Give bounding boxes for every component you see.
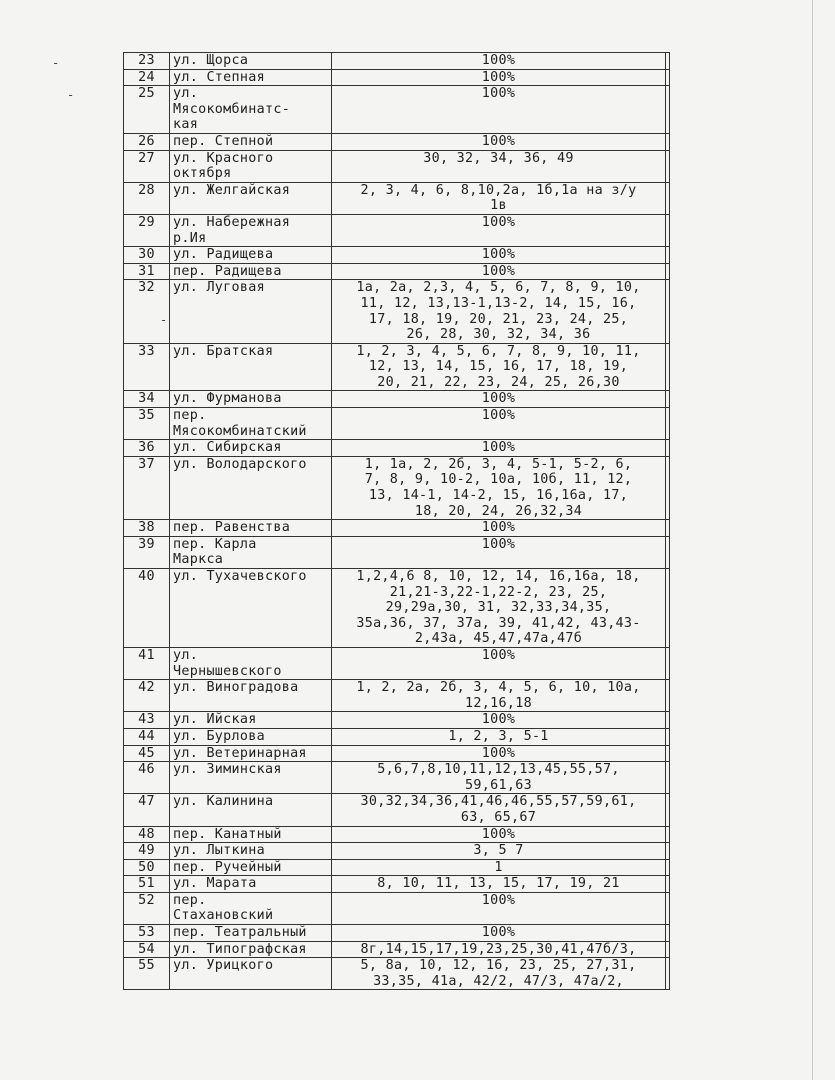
row-number: 54 bbox=[124, 941, 170, 958]
table-row bbox=[124, 826, 670, 843]
street-name: ул. Калинина bbox=[170, 794, 332, 826]
house-numbers: 30,32,34,36,41,46,46,55,57,59,61, 63, 65,67 bbox=[332, 794, 666, 826]
house-numbers: 100% bbox=[332, 214, 666, 246]
house-numbers: 100% bbox=[332, 133, 666, 150]
empty-cell bbox=[666, 456, 670, 519]
house-numbers: 100% bbox=[332, 892, 666, 924]
empty-cell bbox=[666, 214, 670, 246]
empty-cell bbox=[666, 86, 670, 134]
address-table-body bbox=[124, 53, 670, 990]
table-row bbox=[124, 712, 670, 729]
row-number: 52 bbox=[124, 892, 170, 924]
row-number: 26 bbox=[124, 133, 170, 150]
table-row bbox=[124, 440, 670, 457]
house-numbers: 100% bbox=[332, 826, 666, 843]
row-number: 47 bbox=[124, 794, 170, 826]
empty-cell bbox=[666, 647, 670, 679]
house-numbers: 8г,14,15,17,19,23,25,30,41,47б/3, bbox=[332, 941, 666, 958]
empty-cell bbox=[666, 794, 670, 826]
street-name: ул. Луговая bbox=[170, 280, 332, 343]
street-name: ул. Ветеринарная bbox=[170, 745, 332, 762]
row-number: 30 bbox=[124, 247, 170, 264]
house-numbers: 100% bbox=[332, 53, 666, 70]
house-numbers: 100% bbox=[332, 536, 666, 568]
street-name: ул. Марата bbox=[170, 876, 332, 893]
empty-cell bbox=[666, 280, 670, 343]
empty-cell bbox=[666, 53, 670, 70]
street-name: ул. Типографская bbox=[170, 941, 332, 958]
house-numbers: 30, 32, 34, 36, 49 bbox=[332, 150, 666, 182]
house-numbers: 100% bbox=[332, 69, 666, 86]
empty-cell bbox=[666, 859, 670, 876]
street-name: ул. Братская bbox=[170, 343, 332, 391]
house-numbers: 100% bbox=[332, 520, 666, 537]
house-numbers: 100% bbox=[332, 925, 666, 942]
house-numbers: 1, 2, 3, 5-1 bbox=[332, 728, 666, 745]
house-numbers: 100% bbox=[332, 440, 666, 457]
empty-cell bbox=[666, 536, 670, 568]
street-name: ул. Набережная р.Ия bbox=[170, 214, 332, 246]
house-numbers: 100% bbox=[332, 263, 666, 280]
row-number: 45 bbox=[124, 745, 170, 762]
house-numbers: 100% bbox=[332, 408, 666, 440]
table-row bbox=[124, 86, 670, 134]
row-number: 49 bbox=[124, 843, 170, 860]
house-numbers: 1,2,4,6 8, 10, 12, 14, 16,16а, 18, 21,21-3,22-1,22-2, 23, 25, 29,29а,30, 31, 32,33,34,35, 35а,36, 37, 37а, 39, 41,42, 43,43- 2,43а, 45,47,47а,47б bbox=[332, 569, 666, 648]
side-mark: - bbox=[160, 313, 168, 327]
empty-cell bbox=[666, 680, 670, 712]
row-number: 23 bbox=[124, 53, 170, 70]
empty-cell bbox=[666, 69, 670, 86]
row-number: 44 bbox=[124, 728, 170, 745]
empty-cell bbox=[666, 440, 670, 457]
street-name: пер. Равенства bbox=[170, 520, 332, 537]
empty-cell bbox=[666, 712, 670, 729]
page-edge-line bbox=[812, 0, 813, 1080]
row-number: 39 bbox=[124, 536, 170, 568]
row-number: 36 bbox=[124, 440, 170, 457]
house-numbers: 5, 8а, 10, 12, 16, 23, 25, 27,31, 33,35, 41а, 42/2, 47/3, 47а/2, bbox=[332, 958, 666, 990]
row-number: 27 bbox=[124, 150, 170, 182]
row-number: 41 bbox=[124, 647, 170, 679]
street-name: пер. Театральный bbox=[170, 925, 332, 942]
empty-cell bbox=[666, 826, 670, 843]
table-row bbox=[124, 391, 670, 408]
side-mark: - bbox=[52, 56, 60, 70]
street-name: ул. Мясокомбинатс- кая bbox=[170, 86, 332, 134]
street-name: ул. Желгайская bbox=[170, 182, 332, 214]
row-number: 37 bbox=[124, 456, 170, 519]
house-numbers: 100% bbox=[332, 86, 666, 134]
row-number: 43 bbox=[124, 712, 170, 729]
street-name: ул. Радищева bbox=[170, 247, 332, 264]
row-number: 50 bbox=[124, 859, 170, 876]
table-row bbox=[124, 263, 670, 280]
row-number: 31 bbox=[124, 263, 170, 280]
table-row bbox=[124, 958, 670, 990]
table-row bbox=[124, 69, 670, 86]
row-number: 40 bbox=[124, 569, 170, 648]
street-name: ул. Щорса bbox=[170, 53, 332, 70]
house-numbers: 1, 2, 2а, 2б, 3, 4, 5, 6, 10, 10а, 12,16,18 bbox=[332, 680, 666, 712]
table-row bbox=[124, 569, 670, 648]
row-number: 25 bbox=[124, 86, 170, 134]
empty-cell bbox=[666, 728, 670, 745]
side-mark: - bbox=[67, 88, 75, 102]
house-numbers: 100% bbox=[332, 391, 666, 408]
empty-cell bbox=[666, 958, 670, 990]
empty-cell bbox=[666, 762, 670, 794]
street-name: ул. Чернышевского bbox=[170, 647, 332, 679]
street-name: ул. Зиминская bbox=[170, 762, 332, 794]
empty-cell bbox=[666, 892, 670, 924]
street-name: пер. Карла Маркса bbox=[170, 536, 332, 568]
empty-cell bbox=[666, 247, 670, 264]
table-row bbox=[124, 892, 670, 924]
row-number: 55 bbox=[124, 958, 170, 990]
table-row bbox=[124, 343, 670, 391]
street-name: ул. Лыткина bbox=[170, 843, 332, 860]
table-row bbox=[124, 133, 670, 150]
empty-cell bbox=[666, 745, 670, 762]
table-row bbox=[124, 456, 670, 519]
house-numbers: 1, 2, 3, 4, 5, 6, 7, 8, 9, 10, 11, 12, 13, 14, 15, 16, 17, 18, 19, 20, 21, 22, 23, 24, 25, 26,30 bbox=[332, 343, 666, 391]
street-name: ул. Сибирская bbox=[170, 440, 332, 457]
row-number: 48 bbox=[124, 826, 170, 843]
table-row bbox=[124, 925, 670, 942]
empty-cell bbox=[666, 150, 670, 182]
row-number: 24 bbox=[124, 69, 170, 86]
house-numbers: 1 bbox=[332, 859, 666, 876]
row-number: 53 bbox=[124, 925, 170, 942]
table-row bbox=[124, 182, 670, 214]
empty-cell bbox=[666, 343, 670, 391]
street-name: пер. Степной bbox=[170, 133, 332, 150]
row-number: 46 bbox=[124, 762, 170, 794]
table-row bbox=[124, 745, 670, 762]
address-table bbox=[123, 52, 670, 990]
row-number: 35 bbox=[124, 408, 170, 440]
table-row bbox=[124, 680, 670, 712]
table-row bbox=[124, 843, 670, 860]
row-number: 33 bbox=[124, 343, 170, 391]
table-row bbox=[124, 247, 670, 264]
table-row bbox=[124, 520, 670, 537]
row-number: 38 bbox=[124, 520, 170, 537]
street-name: ул. Урицкого bbox=[170, 958, 332, 990]
table-row bbox=[124, 408, 670, 440]
street-name: ул. Красного октября bbox=[170, 150, 332, 182]
house-numbers: 100% bbox=[332, 712, 666, 729]
street-name: пер. Радищева bbox=[170, 263, 332, 280]
street-name: ул. Ийская bbox=[170, 712, 332, 729]
street-name: ул. Виноградова bbox=[170, 680, 332, 712]
empty-cell bbox=[666, 925, 670, 942]
row-number: 34 bbox=[124, 391, 170, 408]
street-name: ул. Бурлова bbox=[170, 728, 332, 745]
table-row bbox=[124, 728, 670, 745]
house-numbers: 8, 10, 11, 13, 15, 17, 19, 21 bbox=[332, 876, 666, 893]
street-name: ул. Тухачевского bbox=[170, 569, 332, 648]
street-name: пер. Стахановский bbox=[170, 892, 332, 924]
row-number: 42 bbox=[124, 680, 170, 712]
house-numbers: 100% bbox=[332, 647, 666, 679]
row-number: 28 bbox=[124, 182, 170, 214]
house-numbers: 5,6,7,8,10,11,12,13,45,55,57, 59,61,63 bbox=[332, 762, 666, 794]
table-row bbox=[124, 150, 670, 182]
house-numbers: 1, 1а, 2, 2б, 3, 4, 5-1, 5-2, 6, 7, 8, 9, 10-2, 10а, 10б, 11, 12, 13, 14-1, 14-2, 15, 16,16а, 17, 18, 20, 24, 26,32,34 bbox=[332, 456, 666, 519]
table-row bbox=[124, 647, 670, 679]
row-number: 32 bbox=[124, 280, 170, 343]
empty-cell bbox=[666, 941, 670, 958]
table-row bbox=[124, 214, 670, 246]
table-row bbox=[124, 876, 670, 893]
row-number: 29 bbox=[124, 214, 170, 246]
street-name: ул. Фурманова bbox=[170, 391, 332, 408]
house-numbers: 1а, 2а, 2,3, 4, 5, 6, 7, 8, 9, 10, 11, 12, 13,13-1,13-2, 14, 15, 16, 17, 18, 19, 20, 21, 23, 24, 25, 26, 28, 30, 32, 34, 36 bbox=[332, 280, 666, 343]
street-name: пер. Ручейный bbox=[170, 859, 332, 876]
table-row bbox=[124, 941, 670, 958]
table-row bbox=[124, 859, 670, 876]
street-name: ул. Володарского bbox=[170, 456, 332, 519]
empty-cell bbox=[666, 876, 670, 893]
empty-cell bbox=[666, 263, 670, 280]
street-name: пер. Мясокомбинатский bbox=[170, 408, 332, 440]
empty-cell bbox=[666, 133, 670, 150]
house-numbers: 100% bbox=[332, 247, 666, 264]
table-row bbox=[124, 762, 670, 794]
table-row bbox=[124, 280, 670, 343]
table-row bbox=[124, 794, 670, 826]
house-numbers: 3, 5 7 bbox=[332, 843, 666, 860]
empty-cell bbox=[666, 182, 670, 214]
empty-cell bbox=[666, 843, 670, 860]
table-row bbox=[124, 536, 670, 568]
empty-cell bbox=[666, 569, 670, 648]
table-row bbox=[124, 53, 670, 70]
row-number: 51 bbox=[124, 876, 170, 893]
street-name: ул. Степная bbox=[170, 69, 332, 86]
empty-cell bbox=[666, 520, 670, 537]
house-numbers: 2, 3, 4, 6, 8,10,2а, 1б,1а на з/у 1в bbox=[332, 182, 666, 214]
house-numbers: 100% bbox=[332, 745, 666, 762]
empty-cell bbox=[666, 391, 670, 408]
street-name: пер. Канатный bbox=[170, 826, 332, 843]
empty-cell bbox=[666, 408, 670, 440]
